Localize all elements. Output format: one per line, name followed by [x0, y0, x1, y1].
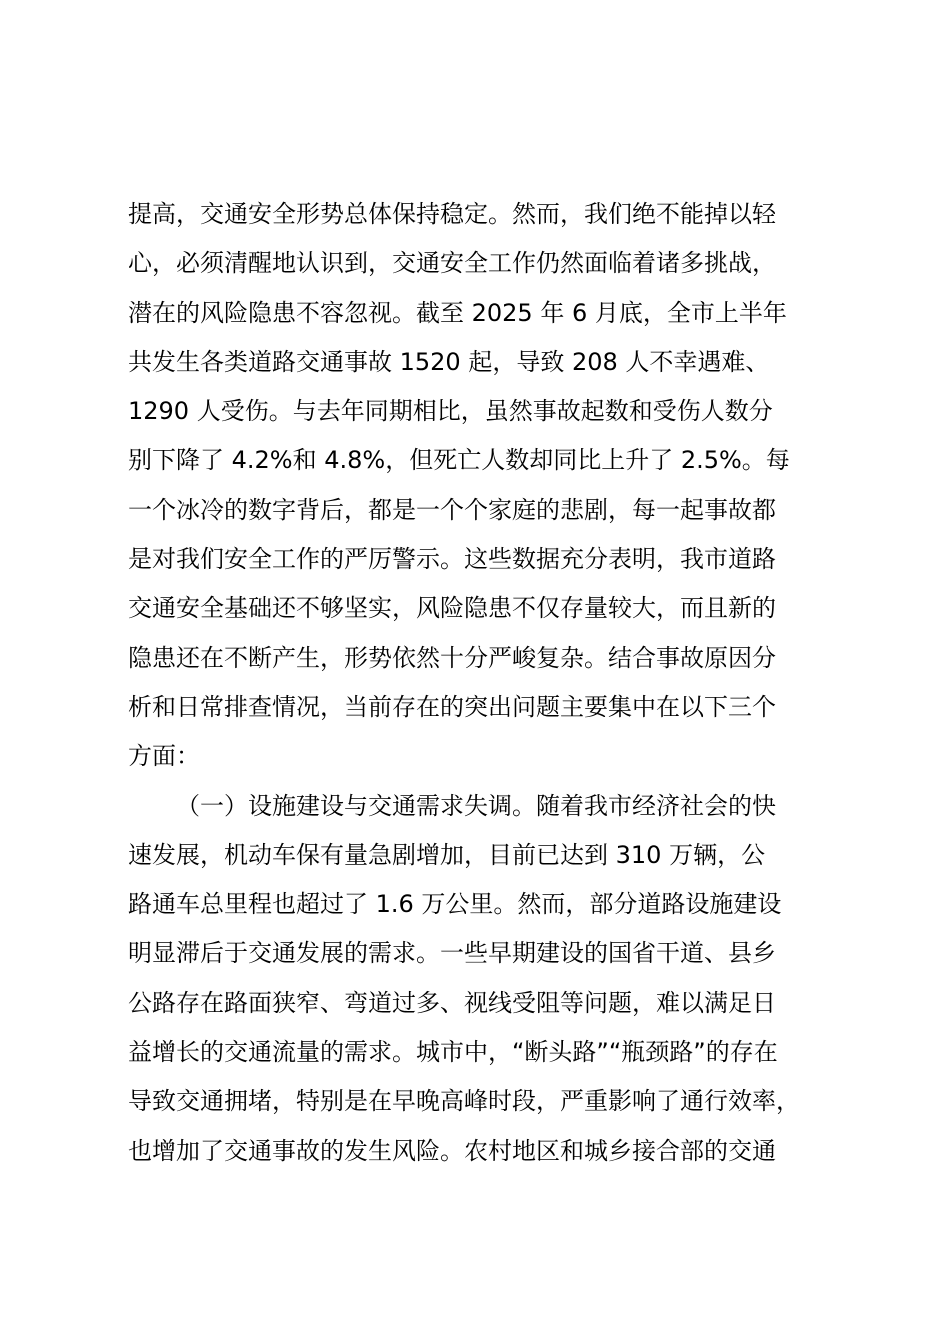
text-line: 益增长的交通流量的需求。城市中，“断头路”“瓶颈路”的存在 — [128, 1038, 778, 1067]
text-line: 导致交通拥堵，特别是在早晚高峰时段，严重影响了通行效率， — [128, 1087, 800, 1116]
text-line: 明显滞后于交通发展的需求。一些早期建设的国省干道、县乡 — [128, 939, 776, 968]
text-line: 一个冰冷的数字背后，都是一个个家庭的悲剧，每一起事故都 — [128, 495, 776, 524]
text-line: 交通安全基础还不够坚实，风险隐患不仅存量较大，而且新的 — [128, 594, 776, 623]
text-line: 别下降了 4.2%和 4.8%，但死亡人数却同比上升了 2.5%。每 — [128, 446, 790, 475]
body-text — [128, 190, 848, 1176]
text-line: 析和日常排查情况，当前存在的突出问题主要集中在以下三个 — [128, 692, 776, 721]
text-line: 路通车总里程也超过了 1.6 万公里。然而，部分道路设施建设 — [128, 890, 782, 919]
text-line: 潜在的风险隐患不容忽视。截至 2025 年 6 月底，全市上半年 — [128, 298, 787, 327]
text-line: 1290 人受伤。与去年同期相比，虽然事故起数和受伤人数分 — [128, 397, 773, 426]
text-line: 是对我们安全工作的严厉警示。这些数据充分表明，我市道路 — [128, 545, 776, 574]
text-line: 方面： — [128, 742, 200, 771]
text-line: 共发生各类道路交通事故 1520 起，导致 208 人不幸遇难、 — [128, 347, 770, 376]
text-line: 隐患还在不断产生，形势依然十分严峻复杂。结合事故原因分 — [128, 643, 776, 672]
text-line: 心，必须清醒地认识到，交通安全工作仍然面临着诸多挑战， — [128, 249, 776, 278]
text-line: 速发展，机动车保有量急剧增加，目前已达到 310 万辆，公 — [128, 840, 766, 869]
text-line: 也增加了交通事故的发生风险。农村地区和城乡接合部的交通 — [128, 1136, 776, 1165]
section-heading-line: （一）设施建设与交通需求失调。随着我市经济社会的快 — [176, 791, 776, 820]
text-line: 公路存在路面狭窄、弯道过多、视线受阻等问题，难以满足日 — [128, 988, 776, 1017]
text-line: 提高，交通安全形势总体保持稳定。然而，我们绝不能掉以轻 — [128, 200, 776, 228]
